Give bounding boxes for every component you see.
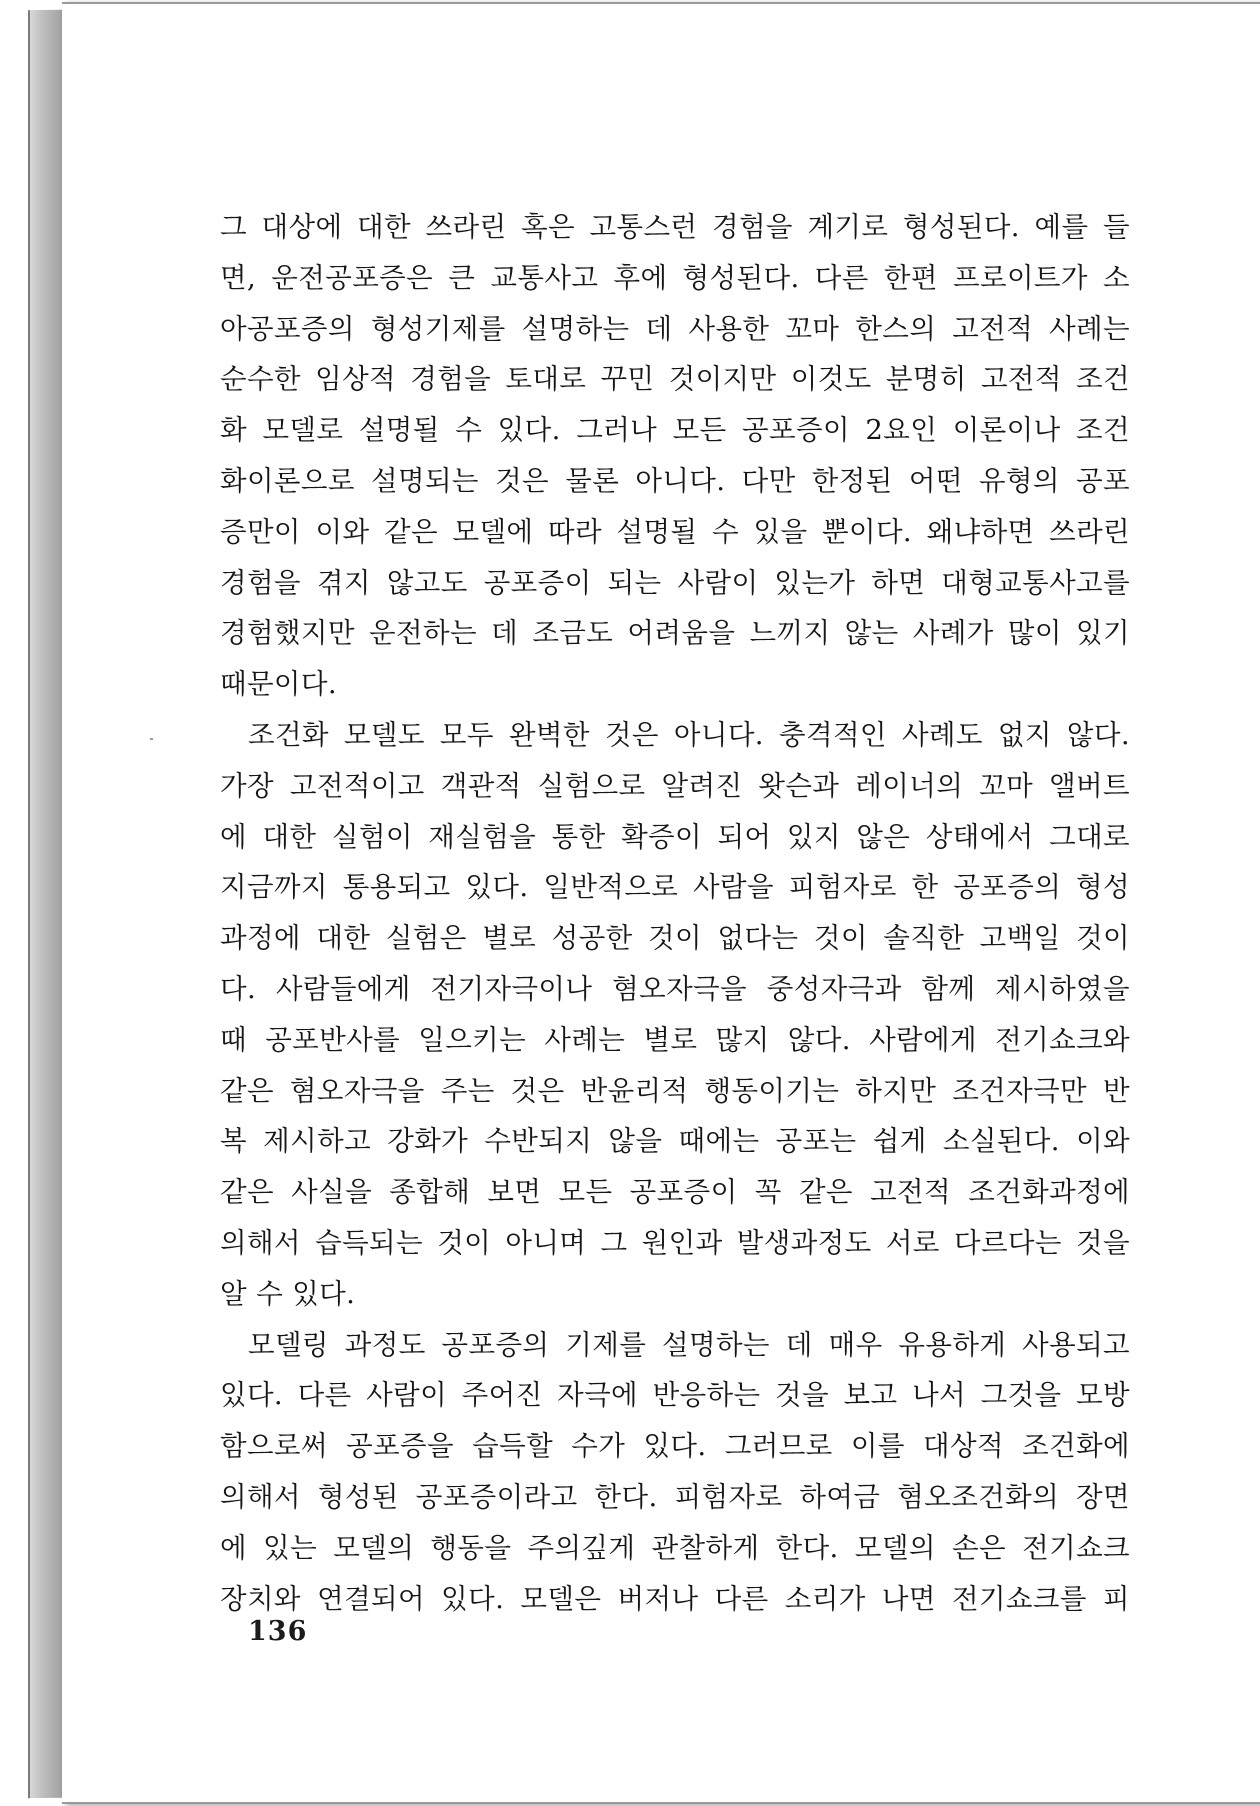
text-line: 경험했지만 운전하는 데 조금도 어려움을 느끼지 않는 사례가 많이 있기	[220, 617, 1130, 650]
text-line: 장치와 연결되어 있다. 모델은 버저나 다른 소리가 나면 전기쇼크를 피	[220, 1582, 1130, 1615]
text-line: 증만이 이와 같은 모델에 따라 설명될 수 있을 뿐이다. 왜냐하면 쓰라린	[220, 515, 1130, 548]
text-line: 가장 고전적이고 객관적 실험으로 알려진 왓슨과 레이너의 꼬마 앨버트	[220, 769, 1130, 802]
text-line: 있다. 다른 사람이 주어진 자극에 반응하는 것을 보고 나서 그것을 모방	[220, 1379, 1130, 1412]
text-line: 함으로써 공포증을 습득할 수가 있다. 그러므로 이를 대상적 조건화에	[220, 1430, 1130, 1463]
text-line: 경험을 겪지 않고도 공포증이 되는 사람이 있는가 하면 대형교통사고를	[220, 566, 1130, 599]
text-line: 다. 사람들에게 전기자극이나 혐오자극을 중성자극과 함께 제시하였을	[220, 972, 1130, 1005]
paragraph-first-line: 모델링 과정도 공포증의 기제를 설명하는 데 매우 유용하게 사용되고	[248, 1328, 1130, 1361]
text-line: 에 있는 모델의 행동을 주의깊게 관찰하게 한다. 모델의 손은 전기쇼크	[220, 1531, 1130, 1564]
text-line: 순수한 임상적 경험을 토대로 꾸민 것이지만 이것도 분명히 고전적 조건	[220, 363, 1130, 396]
text-line: 같은 사실을 종합해 보면 모든 공포증이 꼭 같은 고전적 조건화과정에	[220, 1176, 1130, 1209]
text-line: 의해서 습득되는 것이 아니며 그 원인과 발생과정도 서로 다르다는 것을	[220, 1226, 1130, 1259]
text-line: 때 공포반사를 일으키는 사례는 별로 많지 않다. 사람에게 전기쇼크와	[220, 1023, 1130, 1056]
text-line: 에 대한 실험이 재실험을 통한 확증이 되어 있지 않은 상태에서 그대로	[220, 820, 1130, 853]
text-line: 아공포증의 형성기제를 설명하는 데 사용한 꼬마 한스의 고전적 사례는	[220, 312, 1130, 345]
text-line: 때문이다.	[220, 668, 338, 701]
text-line: 복 제시하고 강화가 수반되지 않을 때에는 공포는 쉽게 소실된다. 이와	[220, 1125, 1130, 1158]
body-text	[220, 202, 1130, 1624]
scan-speck	[150, 738, 153, 740]
text-line: 의해서 형성된 공포증이라고 한다. 피험자로 하여금 혐오조건화의 장면	[220, 1480, 1130, 1513]
text-line: 지금까지 통용되고 있다. 일반적으로 사람을 피험자로 한 공포증의 형성	[220, 871, 1130, 904]
text-line: 과정에 대한 실험은 별로 성공한 것이 없다는 것이 솔직한 고백일 것이	[220, 922, 1130, 955]
paragraph-first-line: 조건화 모델도 모두 완벽한 것은 아니다. 충격적인 사례도 없지 않다.	[248, 718, 1130, 751]
text-line: 화이론으로 설명되는 것은 물론 아니다. 다만 한정된 어떤 유형의 공포	[220, 464, 1130, 497]
text-line: 화 모델로 설명될 수 있다. 그러나 모든 공포증이 2요인 이론이나 조건	[220, 414, 1130, 447]
text-line: 알 수 있다.	[220, 1277, 356, 1310]
text-line: 같은 혐오자극을 주는 것은 반윤리적 행동이기는 하지만 조건자극만 반	[220, 1074, 1130, 1107]
book-spine	[28, 10, 64, 1798]
page-number: 136	[248, 1616, 308, 1647]
text-line: 그 대상에 대한 쓰라린 혹은 고통스런 경험을 계기로 형성된다. 예를 들	[220, 211, 1130, 243]
text-line: 면, 운전공포증은 큰 교통사고 후에 형성된다. 다른 한편 프로이트가 소	[220, 261, 1130, 294]
